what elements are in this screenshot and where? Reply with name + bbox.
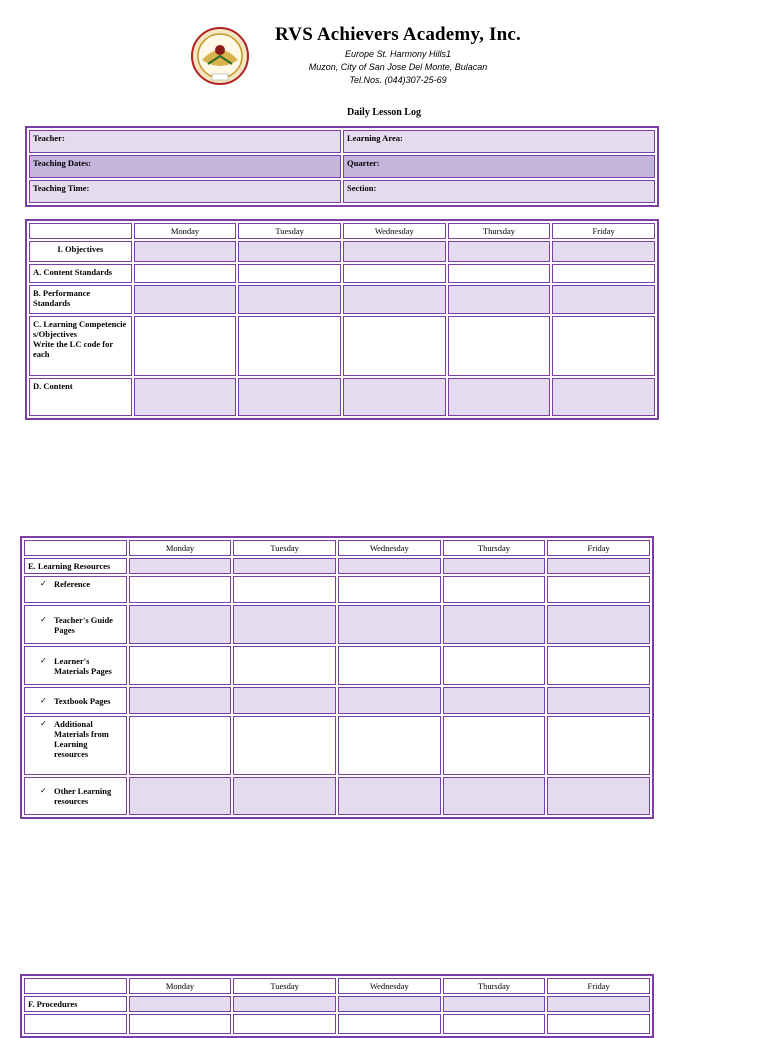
- cell[interactable]: [448, 316, 551, 376]
- textbook-text: Textbook Pages: [54, 695, 111, 706]
- cell[interactable]: [343, 285, 446, 314]
- cell[interactable]: [343, 264, 446, 283]
- cell[interactable]: [443, 777, 546, 815]
- cell[interactable]: [547, 558, 650, 574]
- learning-competencies-text: C. Learning Competencies/Objectives: [33, 319, 127, 339]
- cell[interactable]: [24, 1014, 127, 1034]
- teacher-field[interactable]: Teacher:: [29, 130, 341, 153]
- day-wednesday: Wednesday: [338, 978, 441, 994]
- day-thursday: Thursday: [443, 540, 546, 556]
- cell[interactable]: [552, 316, 655, 376]
- school-logo: [190, 26, 250, 86]
- other-resources-text: Other Learning resources: [54, 786, 112, 806]
- lesson-info-table: [25, 126, 659, 207]
- cell[interactable]: [238, 378, 341, 416]
- day-thursday: Thursday: [443, 978, 546, 994]
- day-friday: Friday: [547, 540, 650, 556]
- cell[interactable]: [129, 1014, 232, 1034]
- quarter-field[interactable]: Quarter:: [343, 155, 655, 178]
- day-thursday: Thursday: [448, 223, 551, 239]
- textbook-label: [24, 687, 127, 714]
- cell[interactable]: [547, 687, 650, 714]
- procedures-table: [20, 974, 654, 1038]
- teachers-guide-text: Teacher's Guide Pages: [54, 614, 113, 635]
- cell[interactable]: [338, 996, 441, 1012]
- other-resources-label: [24, 777, 127, 815]
- header-blank: [24, 978, 127, 994]
- objectives-label: I. Objectives: [29, 241, 132, 262]
- cell[interactable]: [443, 687, 546, 714]
- cell[interactable]: [547, 1014, 650, 1034]
- cell[interactable]: [129, 605, 232, 644]
- cell[interactable]: [134, 241, 237, 262]
- school-name: RVS Achievers Academy, Inc.: [275, 24, 521, 45]
- cell[interactable]: [238, 285, 341, 314]
- day-friday: Friday: [547, 978, 650, 994]
- cell[interactable]: [129, 576, 232, 603]
- cell[interactable]: [233, 777, 336, 815]
- check-icon: ✓: [40, 614, 47, 624]
- cell[interactable]: [129, 646, 232, 685]
- cell[interactable]: [238, 264, 341, 283]
- cell[interactable]: [238, 316, 341, 376]
- check-icon: ✓: [40, 695, 47, 705]
- cell[interactable]: [129, 996, 232, 1012]
- address-line-2: Muzon, City of San Jose Del Monte, Bulacan: [308, 62, 488, 72]
- additional-materials-text: Additional Materials from Learning resources: [54, 719, 109, 759]
- cell[interactable]: [547, 576, 650, 603]
- cell[interactable]: [134, 378, 237, 416]
- cell[interactable]: [547, 605, 650, 644]
- cell[interactable]: [547, 996, 650, 1012]
- teaching-time-field[interactable]: Teaching Time:: [29, 180, 341, 203]
- cell[interactable]: [547, 646, 650, 685]
- cell[interactable]: [233, 605, 336, 644]
- section-field[interactable]: Section:: [343, 180, 655, 203]
- header-blank: [29, 223, 132, 239]
- check-icon: ✓: [40, 579, 47, 588]
- cell[interactable]: [343, 241, 446, 262]
- teachers-guide-label: [24, 605, 127, 644]
- cell[interactable]: [129, 777, 232, 815]
- day-tuesday: Tuesday: [233, 540, 336, 556]
- day-wednesday: Wednesday: [338, 540, 441, 556]
- resources-table: [20, 536, 654, 819]
- cell[interactable]: [134, 264, 237, 283]
- cell[interactable]: [338, 1014, 441, 1034]
- cell[interactable]: [134, 285, 237, 314]
- reference-label: [24, 576, 127, 603]
- cell[interactable]: [443, 996, 546, 1012]
- cell[interactable]: [233, 716, 336, 775]
- address-line-1: Europe St. Harmony Hills1: [344, 49, 452, 59]
- cell[interactable]: [338, 687, 441, 714]
- cell[interactable]: [343, 378, 446, 416]
- content-standards-label: A. Content Standards: [29, 264, 132, 283]
- learners-materials-label: [24, 646, 127, 685]
- lc-code-note: Write the LC code for each: [33, 339, 113, 359]
- content-label: D. Content: [29, 378, 132, 416]
- cell[interactable]: [448, 241, 551, 262]
- cell[interactable]: [129, 716, 232, 775]
- day-friday: Friday: [552, 223, 655, 239]
- cell[interactable]: [338, 558, 441, 574]
- cell[interactable]: [448, 285, 551, 314]
- day-tuesday: Tuesday: [233, 978, 336, 994]
- cell[interactable]: [338, 777, 441, 815]
- cell[interactable]: [443, 716, 546, 775]
- learning-competencies-label: [29, 316, 132, 376]
- check-icon: ✓: [40, 719, 47, 728]
- cell[interactable]: [129, 687, 232, 714]
- cell[interactable]: [448, 378, 551, 416]
- learning-area-field[interactable]: Learning Area:: [343, 130, 655, 153]
- objectives-table: [25, 219, 659, 420]
- cell[interactable]: [552, 241, 655, 262]
- additional-materials-label: [24, 716, 127, 775]
- learners-materials-text: Learner's Materials Pages: [54, 655, 112, 676]
- reference-text: Reference: [54, 579, 91, 589]
- cell[interactable]: [547, 777, 650, 815]
- cell[interactable]: [233, 1014, 336, 1034]
- cell[interactable]: [338, 646, 441, 685]
- cell[interactable]: [443, 1014, 546, 1034]
- day-monday: Monday: [134, 223, 237, 239]
- cell[interactable]: [338, 576, 441, 603]
- cell[interactable]: [552, 285, 655, 314]
- procedures-label: F. Procedures: [24, 996, 127, 1012]
- cell[interactable]: [443, 576, 546, 603]
- cell[interactable]: [233, 558, 336, 574]
- cell[interactable]: [233, 687, 336, 714]
- document-title: Daily Lesson Log: [347, 107, 421, 118]
- cell[interactable]: [238, 241, 341, 262]
- cell[interactable]: [552, 264, 655, 283]
- check-icon: ✓: [40, 655, 47, 665]
- cell[interactable]: [233, 996, 336, 1012]
- day-monday: Monday: [129, 540, 232, 556]
- day-wednesday: Wednesday: [343, 223, 446, 239]
- teaching-dates-field[interactable]: Teaching Dates:: [29, 155, 341, 178]
- cell[interactable]: [233, 646, 336, 685]
- cell[interactable]: [547, 716, 650, 775]
- day-tuesday: Tuesday: [238, 223, 341, 239]
- phone-numbers: Tel.Nos. (044)307-25-69: [349, 75, 447, 85]
- cell[interactable]: [134, 316, 237, 376]
- cell[interactable]: [129, 558, 232, 574]
- day-monday: Monday: [129, 978, 232, 994]
- cell[interactable]: [443, 646, 546, 685]
- cell[interactable]: [338, 605, 441, 644]
- cell[interactable]: [443, 605, 546, 644]
- check-icon: ✓: [40, 786, 47, 795]
- cell[interactable]: [443, 558, 546, 574]
- learning-resources-label: E. Learning Resources: [24, 558, 127, 574]
- cell[interactable]: [552, 378, 655, 416]
- cell[interactable]: [233, 576, 336, 603]
- cell[interactable]: [343, 316, 446, 376]
- cell[interactable]: [338, 716, 441, 775]
- header-blank: [24, 540, 127, 556]
- performance-standards-label: B. Performance Standards: [29, 285, 132, 314]
- cell[interactable]: [448, 264, 551, 283]
